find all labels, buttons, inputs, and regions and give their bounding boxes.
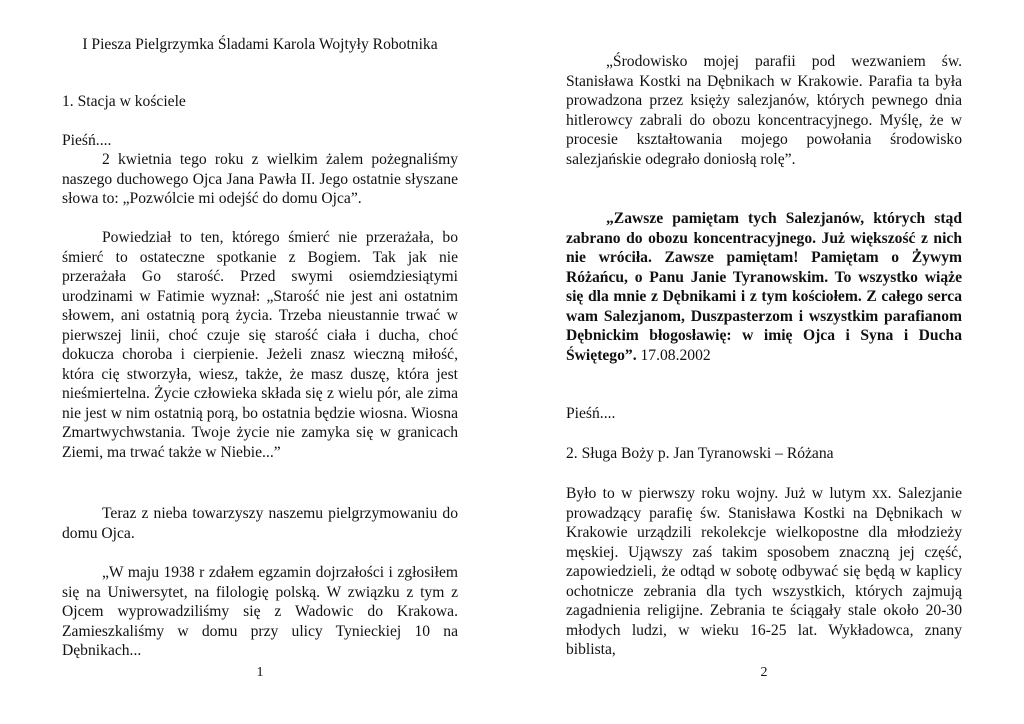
quote-date: 17.08.2002 [636, 346, 711, 364]
paragraph-3 [62, 504, 458, 543]
paragraph-1-text: 2 kwietnia tego roku z wielkim żalem pożegnaliśmy naszego duchowego Ojca Jana Pawła II. Jego ostatnie słyszane słowa to: „Pozwólcie mi odejść do domu Ojca”. [62, 151, 458, 207]
bold-quote [566, 209, 962, 365]
page-number: 1 [256, 665, 264, 680]
station-title [566, 444, 962, 464]
paragraph-2-text: Powiedział to ten, którego śmierć nie przerażała, bo śmierć to ostateczne spotkanie z Bogiem. Tak jak nie przerażała Go starość. Przed swymi osiemdziesiątymi urodzinami w Fatimie wyznał: „Starość nie jest ani ostatnim słowem, ani ostatnią porą życia. Trzeba nieustannie trwać w pierwszej linii, choć czuje się starość ciała i ducha, choć dokucza choroba i cierpienie. Jeżeli znasz wieczną miłość, która cię stworzyła, wiesz, także, że masz duszę, która jest nieśmiertelna. Życie człowieka składa się z wielu pór, ale zima nie jest w nim ostatnią porą, bo ostatnia będzie wiosna. Wiosna Zmartwychwstania. Twoje życie nie zamyka się w granicach Ziemi, ma trwać także w Niebie...” [62, 229, 458, 461]
station-title [62, 92, 458, 112]
song-label-text: Pieśń.... [62, 132, 112, 149]
paragraph-1 [62, 150, 458, 209]
paragraph-1 [566, 52, 962, 169]
bold-quote-body: „Zawsze pamiętam tych Salezjanów, których stąd zabrano do obozu koncentracyjnego. Już większość z nich nie wróciła. Zawsze pamiętam! Pamiętam o Żywym Różańcu, o Panu Janie Tyranowskim. To wszystko wiąże się dla mnie z Dębnikami i z tym kościołem. Z całego serca wam Salezjanom, Duszpasterzom i wszystkim parafianom Dębnickim błogosławię: w imię Ojca i Syna i Ducha Świętego”. [566, 210, 962, 364]
paragraph-2-text: Było to w pierwszy roku wojny. Już w lutym xx. Salezjanie prowadzący parafię św. Stanisława Kostki na Dębnikach w Krakowie urządzili rekolekcje wielkopostne dla młodzieży męskiej. Ująwszy zaś takim sposobem znaczną jej część, zapowiedzieli, że odtąd w sobotę odbywać się będą w kaplicy ochotnicze zebrania dla tych wszystkich, których zajmują zagadnienia religijne. Zebrania te ściągały stale około 20-30 młodych ludzi, w wieku 16-25 lat. Wykładowca, znany biblista, [566, 485, 962, 658]
bold-quote-text [566, 209, 962, 365]
paragraph-3-text: Teraz z nieba towarzyszy naszemu pielgrzymowaniu do domu Ojca. [62, 505, 458, 542]
station-title-text: 1. Stacja w kościele [62, 93, 186, 110]
song-label-text: Pieśń.... [566, 405, 616, 422]
paragraph-2 [566, 484, 962, 660]
page-header: I Piesza Pielgrzymka Śladami Karola Wojtyły Robotnika [82, 36, 438, 53]
right-page [566, 0, 962, 724]
song-label [566, 404, 962, 424]
station-title-text: 2. Sługa Boży p. Jan Tyranowski – Różana [566, 445, 834, 462]
left-page [62, 0, 458, 724]
paragraph-2 [62, 228, 458, 462]
paragraph-4-text: „W maju 1938 r zdałem egzamin dojrzałości i zgłosiłem się na Uniwersytet, na filologię polską. W związku z tym z Ojcem wyprowadziliśmy się z Wadowic do Krakowa. Zamieszkaliśmy w domu przy ulicy Tynieckiej 10 na Dębnikach... [62, 564, 458, 659]
paragraph-1-text: „Środowisko mojej parafii pod wezwaniem św. Stanisława Kostki na Dębnikach w Krakowie. Parafia ta była prowadzona przez księży salezjanów, których pewnego dnia hitlerowcy zabrali do obozu koncentracyjnego. Myślę, że w procesie kształtowania mojego powołania środowisko salezjańskie odegrało doniosłą rolę”. [566, 53, 962, 168]
paragraph-4 [62, 563, 458, 661]
page-number: 2 [760, 665, 768, 680]
song-label [62, 131, 458, 151]
